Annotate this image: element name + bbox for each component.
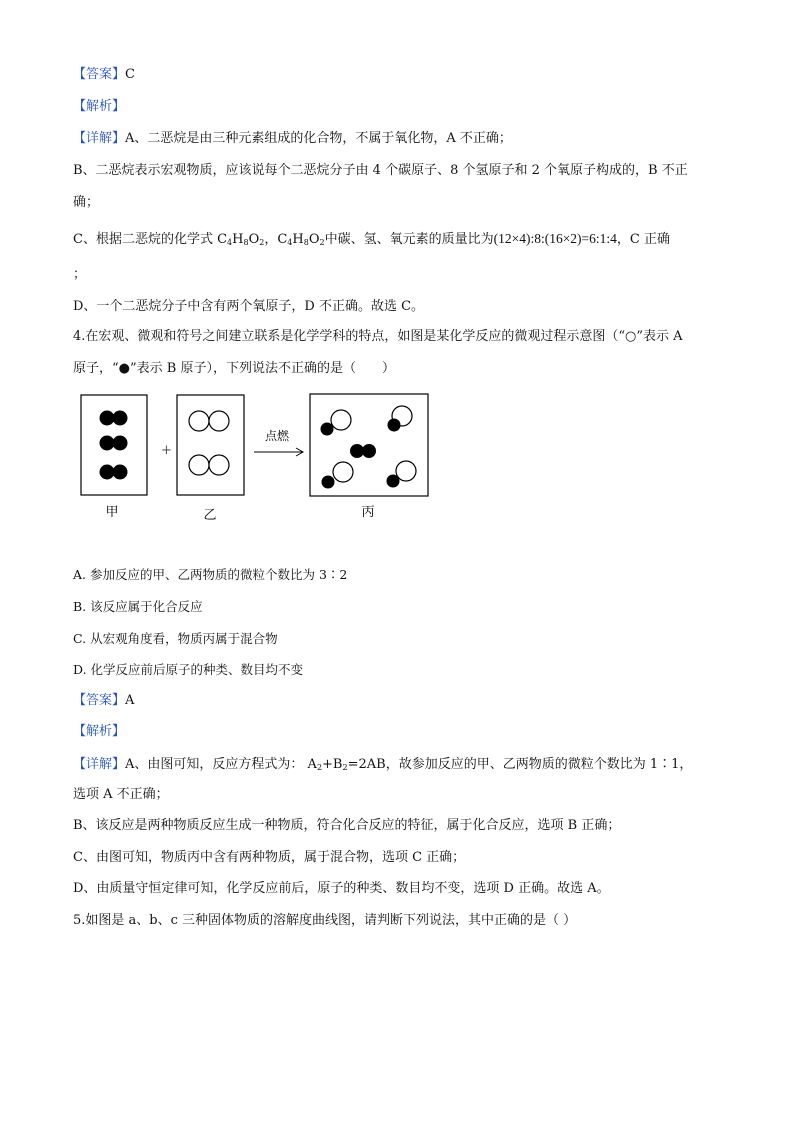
formula-sub: 8 — [303, 238, 309, 247]
detail-line-a — [73, 756, 692, 774]
detail-text-a: A、二恶烷是由三种元素组成的化合物，不属于氧化物，A 不正确； — [125, 131, 512, 146]
answer-line — [73, 66, 135, 84]
question-4-stem: 4.在宏观、微观和符号之间建立联系是化学学科的特点，如图是某化学反应的微观过程示意图（“○”表示 A — [73, 329, 683, 344]
question-4-stem-cont: 原子，“●”表示 B 原子），下列说法不正确的是（ ） — [73, 361, 395, 376]
detail-text-a-pre: A、由图可知，反应方程式为： A — [125, 757, 317, 772]
detail-line-b: B、二恶烷表示宏观物质，应该说每个二恶烷分子由 4 个碳原子、8 个氢原子和 2 个氧原子构成的，B 不正 — [73, 163, 688, 178]
jia-molecules — [100, 411, 128, 480]
equation-sub: 2 — [316, 763, 323, 772]
detail-line-b-cont: 确； — [73, 195, 100, 210]
option-d: D. 化学反应前后原子的种类、数目均不变 — [73, 662, 304, 677]
label-yi: 乙 — [203, 508, 217, 523]
detail-line-d: D、一个二恶烷分子中含有两个氧原子，D 不正确。故选 C。 — [73, 299, 425, 314]
formula-part: O — [308, 232, 320, 247]
detail-text-c-post: ，C 正确 — [616, 232, 671, 247]
question-5-stem: 5.如图是 a、b、c 三种固体物质的溶解度曲线图，请判断下列说法，其中正确的是（ ） — [73, 913, 577, 928]
label-jia: 甲 — [105, 505, 119, 520]
detail-line-c: C、由图可知，物质丙中含有两种物质，属于混合物，选项 C 正确； — [73, 850, 466, 865]
mass-ratio-expression: (12×4):8:(16×2)=6:1:4 — [493, 231, 617, 246]
detail-line-c — [73, 230, 670, 249]
option-c: C. 从宏观角度看，物质丙属于混合物 — [73, 631, 278, 646]
answer-tag: 【答案】 — [73, 67, 126, 82]
bing-molecules — [321, 406, 417, 489]
detail-text-c-mid2: 中碳、氢、氧元素的质量比为 — [324, 232, 494, 247]
formula-sub: 8 — [243, 238, 249, 247]
detail-text-c-pre: C、根据二恶烷的化学式 C — [73, 232, 228, 247]
formula-part: H — [232, 232, 244, 247]
equation-sub: 2 — [342, 763, 348, 772]
answer-value: C — [125, 67, 135, 82]
detail-line-b: B、该反应是两种物质反应生成一种物质，符合化合反应的特征，属于化合反应，选项 B 正确； — [73, 818, 621, 833]
detail-line-c-cont: ； — [73, 267, 87, 282]
arrow-label: 点燃 — [265, 429, 290, 443]
formula-sub: 4 — [227, 238, 233, 247]
equation-part: +B — [322, 757, 343, 772]
detail-tag: 【详解】 — [73, 757, 126, 772]
detail-line-a — [73, 130, 512, 148]
analysis-tag: 【解析】 — [73, 99, 126, 114]
detail-line-a-cont: 选项 A 不正确； — [73, 787, 169, 802]
detail-text-c-mid: ，C — [264, 232, 288, 247]
yi-molecules — [189, 411, 229, 475]
option-a: A. 参加反应的甲、乙两物质的微粒个数比为 3∶2 — [73, 567, 348, 582]
reaction-diagram — [70, 390, 450, 530]
formula-part: O — [248, 232, 260, 247]
formula-sub: 2 — [319, 238, 325, 247]
analysis-tag: 【解析】 — [73, 724, 126, 739]
answer-value: A — [125, 693, 135, 708]
formula-part: H — [292, 232, 304, 247]
equation-part: =2AB — [347, 757, 386, 772]
answer-line — [73, 692, 134, 710]
detail-tag: 【详解】 — [73, 131, 126, 146]
detail-text-a-post: ，故参加反应的甲、乙两物质的微粒个数比为 1∶1， — [385, 757, 693, 772]
detail-line-d: D、由质量守恒定律可知，化学反应前后，原子的种类、数目均不变，选项 D 正确。故选 A。 — [73, 881, 610, 896]
answer-tag: 【答案】 — [73, 693, 126, 708]
box-yi — [177, 395, 244, 495]
plus-sign: + — [161, 443, 172, 458]
formula-sub: 4 — [287, 238, 293, 247]
option-b: B. 该反应属于化合反应 — [73, 599, 203, 614]
label-bing: 丙 — [361, 505, 375, 520]
formula-sub: 2 — [259, 238, 265, 247]
